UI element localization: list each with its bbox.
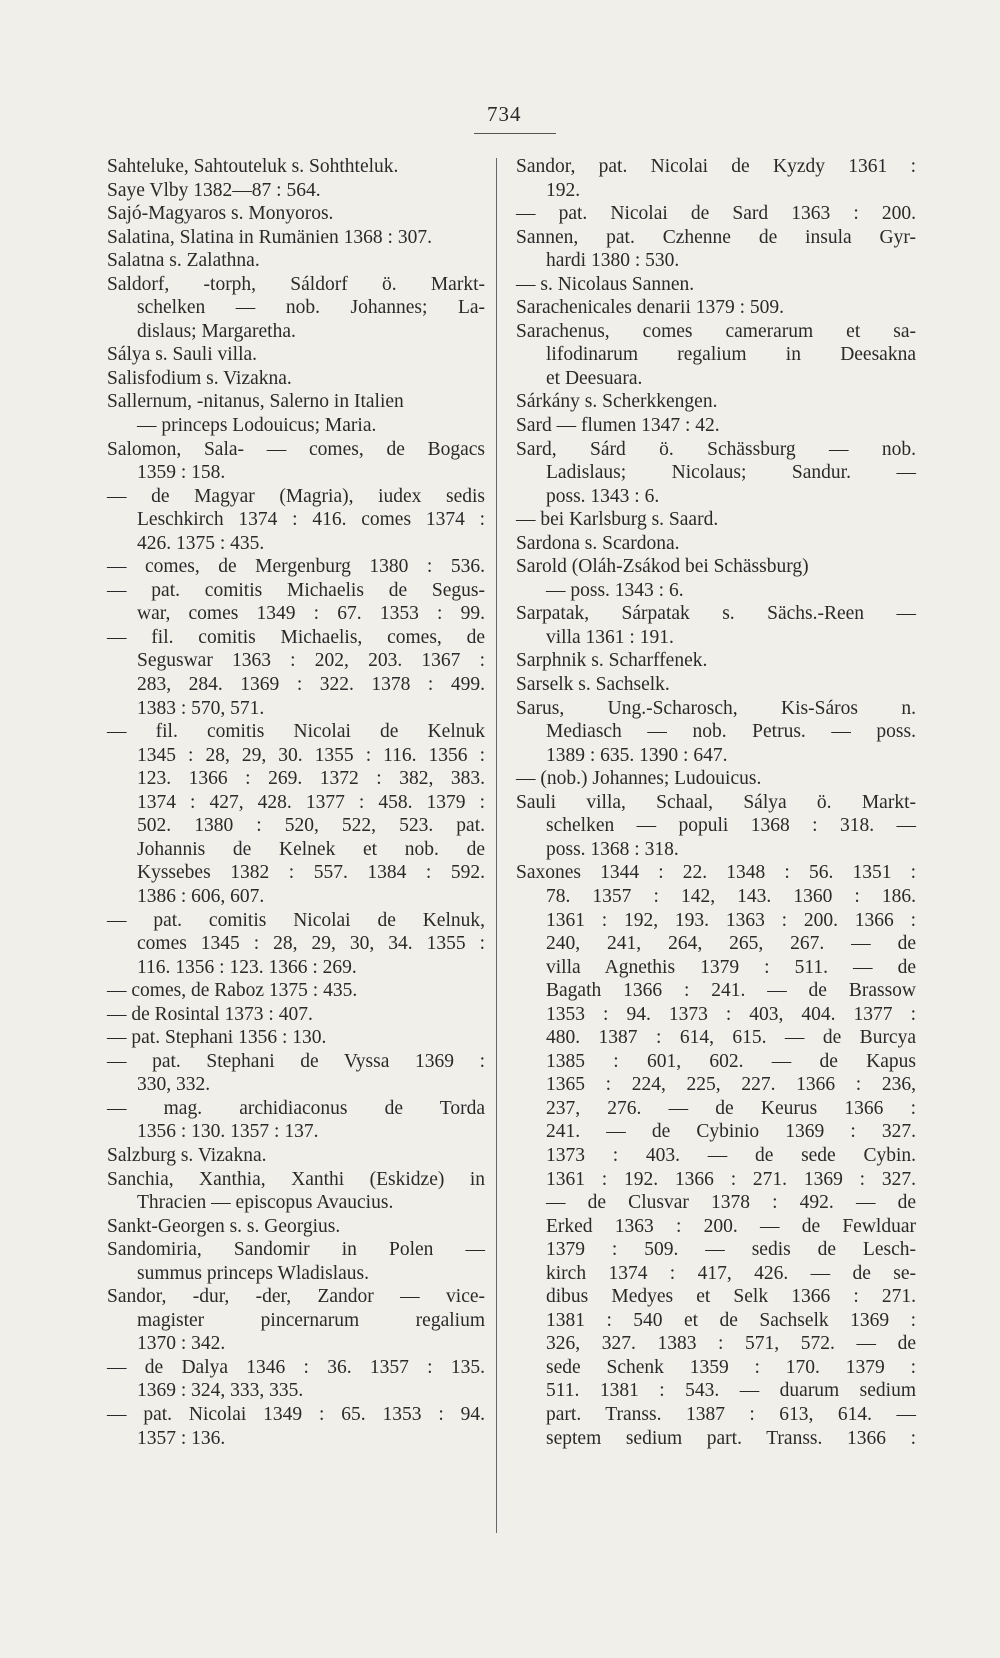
index-line: 1385 : 601, 602. — de Kapus [546,1050,916,1072]
index-line: dibus Medyes et Selk 1366 : 271. [546,1286,916,1308]
index-line: 1361 : 192. 1366 : 271. 1369 : 327. [546,1168,916,1190]
index-line: poss. 1368 : 318. [546,838,679,860]
column-divider [496,158,497,1533]
index-line: Sálya s. Sauli villa. [107,344,258,366]
index-line: Bagath 1366 : 241. — de Brassow [546,980,916,1002]
index-line: — comes, de Mergenburg 1380 : 536. [107,556,485,578]
index-line: Sallernum, -nitanus, Salerno in Italien [107,391,404,413]
index-line: Sárkány s. Scherkkengen. [516,391,718,413]
index-line: Erked 1363 : 200. — de Fewlduar [546,1215,916,1237]
index-line: 1356 : 130. 1357 : 137. [137,1121,319,1143]
index-line: Leschkirch 1374 : 416. comes 1374 : [137,509,485,531]
index-line: comes 1345 : 28, 29, 30, 34. 1355 : [137,933,485,955]
index-line: Saldorf, -torph, Sáldorf ö. Markt- [107,273,485,295]
index-line: 1373 : 403. — de sede Cybin. [546,1144,916,1166]
index-line: Ladislaus; Nicolaus; Sandur. — [546,462,916,484]
index-line: — pat. Nicolai de Sard 1363 : 200. [516,203,916,225]
index-line: — pat. Nicolai 1349 : 65. 1353 : 94. [107,1403,485,1425]
index-line: Kyssebes 1382 : 557. 1384 : 592. [137,862,485,884]
index-line: 1361 : 192, 193. 1363 : 200. 1366 : [546,909,916,931]
index-line: 1353 : 94. 1373 : 403, 404. 1377 : [546,1003,916,1025]
index-line: Saye Vlby 1382—87 : 564. [107,179,321,201]
page-number: 734 [487,102,522,126]
index-line: 192. [546,179,581,201]
index-line: 326, 327. 1383 : 571, 572. — de [546,1333,916,1355]
index-line: septem sedium part. Transs. 1366 : [546,1427,916,1449]
index-line: Sarachenicales denarii 1379 : 509. [516,297,785,319]
index-line: Salzburg s. Vizakna. [107,1144,267,1166]
index-line: — de Magyar (Magria), iudex sedis [107,485,485,507]
index-line: — pat. comitis Michaelis de Segus- [107,579,485,601]
index-line: — fil. comitis Nicolai de Kelnuk [107,721,485,743]
index-line: — de Dalya 1346 : 36. 1357 : 135. [107,1356,485,1378]
index-line: 1370 : 342. [137,1333,226,1355]
index-line: 78. 1357 : 142, 143. 1360 : 186. [546,885,916,907]
index-line: et Deesuara. [546,367,643,389]
index-line: 1389 : 635. 1390 : 647. [546,744,728,766]
index-line: Sardona s. Scardona. [516,532,680,554]
index-line: — mag. archidiaconus de Torda [107,1097,485,1119]
index-line: Sard, Sárd ö. Schässburg — nob. [516,438,916,460]
index-line: magister pincernarum regalium [137,1309,485,1331]
index-line: war, comes 1349 : 67. 1353 : 99. [137,603,485,625]
index-line: Sannen, pat. Czhenne de insula Gyr- [516,226,916,248]
index-line: Salomon, Sala- — comes, de Bogacs [107,438,485,460]
index-line: 330, 332. [137,1074,211,1096]
index-line: 237, 276. — de Keurus 1366 : [546,1097,916,1119]
index-line: Sankt-Georgen s. s. Georgius. [107,1215,341,1237]
index-line: poss. 1343 : 6. [546,485,660,507]
index-line: 480. 1387 : 614, 615. — de Burcya [546,1027,916,1049]
index-line: — pat. comitis Nicolai de Kelnuk, [107,909,485,931]
index-line: 1379 : 509. — sedis de Lesch- [546,1239,916,1261]
index-line: — comes, de Raboz 1375 : 435. [107,980,358,1002]
index-line: Sarachenus, comes camerarum et sa- [516,320,916,342]
index-line: 1386 : 606, 607. [137,885,265,907]
index-line: 123. 1366 : 269. 1372 : 382, 383. [137,768,485,790]
index-line: Sandor, -dur, -der, Zandor — vice- [107,1286,485,1308]
index-line: villa Agnethis 1379 : 511. — de [546,956,916,978]
index-line: — s. Nicolaus Sannen. [516,273,695,295]
index-line: 426. 1375 : 435. [137,532,265,554]
index-line: part. Transs. 1387 : 613, 614. — [546,1403,916,1425]
index-line: Salatina, Slatina in Rumänien 1368 : 307. [107,226,432,248]
index-line: schelken — nob. Johannes; La- [137,297,485,319]
left-column [107,155,485,1450]
index-line: — pat. Stephani 1356 : 130. [107,1027,327,1049]
index-line: 511. 1381 : 543. — duarum sedium [546,1380,916,1402]
index-line: Sanchia, Xanthia, Xanthi (Eskidze) in [107,1168,485,1190]
index-line: 283, 284. 1369 : 322. 1378 : 499. [137,674,485,696]
index-line: Salatna s. Zalathna. [107,250,260,272]
index-line: — (nob.) Johannes; Ludouicus. [516,768,762,790]
index-line: 1365 : 224, 225, 227. 1366 : 236, [546,1074,916,1096]
index-line: Thracien — episcopus Avaucius. [137,1192,394,1214]
index-line: kirch 1374 : 417, 426. — de se- [546,1262,916,1284]
index-line: Sarold (Oláh-Zsákod bei Schässburg) [516,556,809,578]
index-line: villa 1361 : 191. [546,626,674,648]
index-line: 1383 : 570, 571. [137,697,265,719]
index-line: Sahteluke, Sahtouteluk s. Sohthteluk. [107,156,399,177]
index-line: 502. 1380 : 520, 522, 523. pat. [137,815,485,837]
header-rule [474,133,556,134]
index-line: Sajó-Magyaros s. Monyoros. [107,203,334,225]
index-line: — poss. 1343 : 6. [546,579,684,601]
index-line: lifodinarum regalium in Deesakna [546,344,916,366]
index-line: — de Clusvar 1378 : 492. — de [546,1192,916,1214]
index-line: sede Schenk 1359 : 170. 1379 : [546,1356,916,1378]
index-line: Sarus, Ung.-Scharosch, Kis-Sáros n. [516,697,916,719]
index-line: schelken — populi 1368 : 318. — [546,815,916,837]
index-line: summus princeps Wladislaus. [137,1262,369,1284]
index-line: Johannis de Kelnek et nob. de [137,838,485,860]
index-line: — fil. comitis Michaelis, comes, de [107,626,485,648]
index-line: 1345 : 28, 29, 30. 1355 : 116. 1356 : [137,744,485,766]
index-line: — princeps Lodouicus; Maria. [137,415,377,437]
index-line: Mediasch — nob. Petrus. — poss. [546,721,916,743]
index-line: 1374 : 427, 428. 1377 : 458. 1379 : [137,791,485,813]
index-line: — pat. Stephani de Vyssa 1369 : [107,1050,485,1072]
index-line: hardi 1380 : 530. [546,250,680,272]
index-line: — bei Karlsburg s. Saard. [516,509,719,531]
index-line: 240, 241, 264, 265, 267. — de [546,933,916,955]
index-line: Sandomiria, Sandomir in Polen — [107,1239,485,1261]
index-line: Sauli villa, Schaal, Sálya ö. Markt- [516,791,916,813]
index-line: Sarselk s. Sachselk. [516,674,670,696]
index-line: Saxones 1344 : 22. 1348 : 56. 1351 : [516,862,916,884]
right-column [516,155,916,1450]
index-line: Salisfodium s. Vizakna. [107,367,292,389]
index-line: 1359 : 158. [137,462,226,484]
index-line: 116. 1356 : 123. 1366 : 269. [137,956,357,978]
index-line: dislaus; Margaretha. [137,320,296,342]
index-line: Sarphnik s. Scharffenek. [516,650,708,672]
index-line: 1381 : 540 et de Sachselk 1369 : [546,1309,916,1331]
index-line: Sandor, pat. Nicolai de Kyzdy 1361 : [516,156,916,177]
index-line: Sard — flumen 1347 : 42. [516,415,720,437]
index-line: 1357 : 136. [137,1427,226,1449]
index-line: 241. — de Cybinio 1369 : 327. [546,1121,916,1143]
index-line: 1369 : 324, 333, 335. [137,1380,304,1402]
index-line: Seguswar 1363 : 202, 203. 1367 : [137,650,485,672]
index-line: — de Rosintal 1373 : 407. [107,1003,313,1025]
index-line: Sarpatak, Sárpatak s. Sächs.-Reen — [516,603,916,625]
